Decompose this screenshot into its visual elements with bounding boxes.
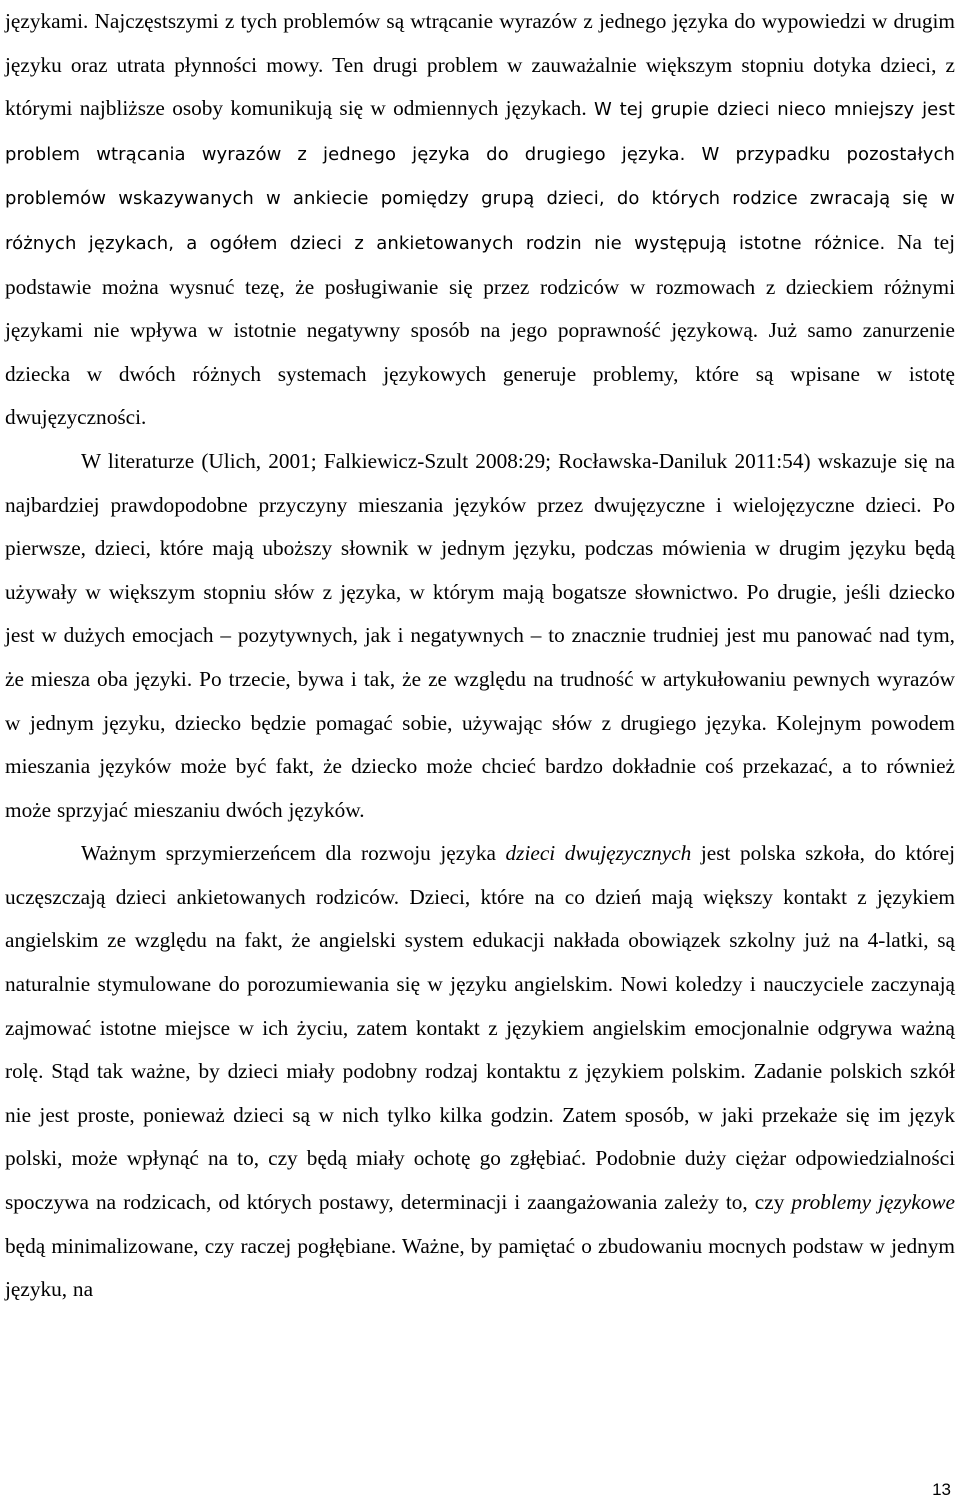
paragraph-1-sentence-3: Na tej podstawie można wysnuć tezę, że posługiwanie się przez rodziców w rozmowach z dzieckiem różnymi językami nie wpływa w istotnie negatywny sposób na jego poprawność językową. Już samo zanurzenie dziecka w dwóch różnych systemach językowych generuje problemy, które są wpisane w istotę dwujęzyczności.	[5, 229, 955, 430]
paragraph-3-italic-2: problemy językowe	[791, 1190, 955, 1215]
paragraph-3-part-1: Ważnym sprzymierzeńcem dla rozwoju języka	[81, 841, 506, 866]
paragraph-1-sentence-2: W tej grupie dzieci nieco mniejszy jest problem wtrącania wyrazów z jednego języka do drugiego języka. W przypadku pozostałych problemów wskazywanych w ankiecie pomiędzy grupą dzieci, do których rodzice zwracają się w różnych językach, a ogółem dzieci z ankietowanych rodzin nie występują istotne różnice.	[5, 99, 955, 254]
paragraph-1-sentence-1: językami. Najczęstszymi z tych problemów są wtrącanie wyrazów z jednego języka do wypowiedzi w drugim języku oraz utrata płynności mowy. Ten drugi problem w zauważalnie większym stopniu dotyka dzieci, z którymi najbliższe osoby komunikują się w odmiennych językach.	[5, 9, 955, 121]
paragraph-1	[5, 0, 955, 440]
paragraph-3	[5, 832, 955, 1312]
paragraph-3-part-2: jest polska szkoła, do której uczęszczają dzieci ankietowanych rodziców. Dzieci, które na co dzień mają większy kontakt z językiem angielskim ze względu na fakt, że angielski system edukacji nakłada obowiązek szkolny już na 4-latki, są naturalnie stymulowane do porozumiewania się w języku angielskim. Nowi koledzy i nauczyciele zaczynają zajmować istotne miejsce w ich życiu, zatem kontakt z językiem angielskim emocjonalnie odgrywa ważną rolę. Stąd tak ważne, by dzieci miały podobny rodzaj kontaktu z językiem polskim. Zadanie polskich szkół nie jest proste, ponieważ dzieci są w nich tylko kilka godzin. Zatem sposób, w jaki przekaże się im język polski, może wpłynąć na to, czy będą miały ochotę go zgłębiać. Podobnie duży ciężar odpowiedzialności spoczywa na rodzicach, od których postawy, determinacji i zaangażowania zależy to, czy	[5, 841, 955, 1215]
document-page	[5, 0, 955, 1312]
paragraph-3-part-3: będą minimalizowane, czy raczej pogłębiane. Ważne, by pamiętać o zbudowaniu mocnych podstaw w jednym języku, na	[5, 1233, 955, 1302]
page-number: 13	[932, 1480, 951, 1499]
paragraph-3-italic-1: dzieci dwujęzycznych	[505, 841, 692, 866]
paragraph-2: W literaturze (Ulich, 2001; Falkiewicz-Szult 2008:29; Rocławska-Daniluk 2011:54) wskazuje się na najbardziej prawdopodobne przyczyny mieszania języków przez dwujęzyczne i wielojęzyczne dzieci. Po pierwsze, dzieci, które mają uboższy słownik w jednym języku, podczas mówienia w drugim języku będą używały w większym stopniu słów z języka, w którym mają bogatsze słownictwo. Po drugie, jeśli dziecko jest w dużych emocjach – pozytywnych, jak i negatywnych – to znacznie trudniej jest mu panować nad tym, że miesza oba języki. Po trzecie, bywa i tak, że ze względu na trudność w artykułowaniu pewnych wyrazów w jednym języku, dziecko będzie pomagać sobie, używając słów z drugiego języka. Kolejnym powodem mieszania języków może być fakt, że dziecko może chcieć bardzo dokładnie coś przekazać, a to również może sprzyjać mieszaniu dwóch języków.	[5, 448, 955, 822]
